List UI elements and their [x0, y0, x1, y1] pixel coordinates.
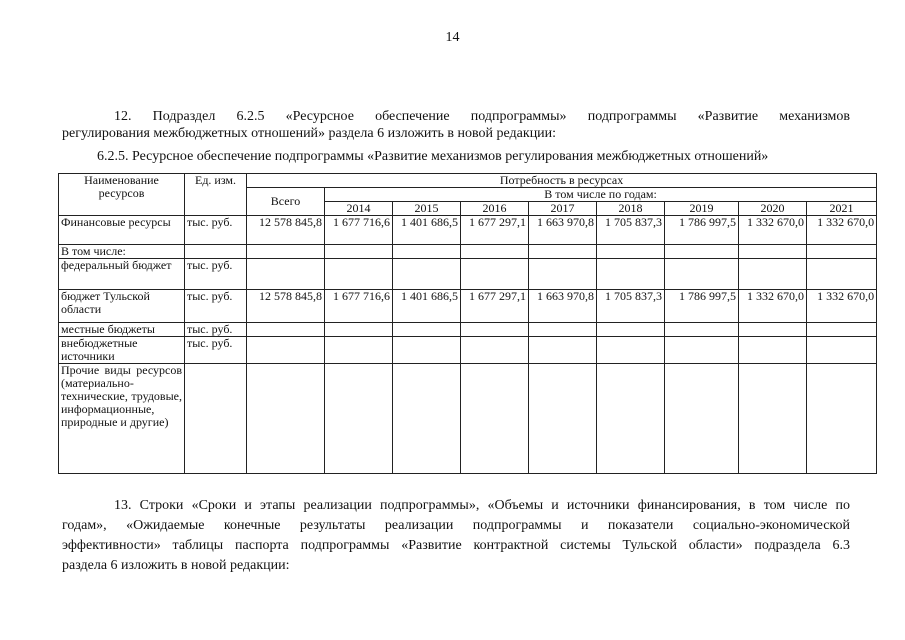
- year-value-cell: [325, 364, 393, 474]
- paragraph-13: [62, 496, 850, 576]
- total-cell: [247, 259, 325, 290]
- year-value-cell: [529, 364, 597, 474]
- total-cell: [247, 323, 325, 337]
- table-row: [59, 259, 877, 290]
- year-value-cell: [461, 323, 529, 337]
- unit-cell: тыс. руб.: [185, 259, 247, 290]
- year-value-cell: [807, 364, 877, 474]
- unit-cell: [185, 364, 247, 474]
- unit-cell: [185, 245, 247, 259]
- year-value-cell: 1 677 716,6: [325, 290, 393, 323]
- year-value-cell: 1 663 970,8: [529, 290, 597, 323]
- total-cell: [247, 245, 325, 259]
- header-year: 2019: [665, 202, 739, 216]
- header-by-years: В том числе по годам:: [325, 188, 877, 202]
- paragraph-12-line-1: 12. Подраздел 6.2.5 «Ресурсное обеспечение подпрограммы» подпрограммы «Развитие механизмов: [114, 109, 850, 124]
- paragraph-13-line-1: 13. Строки «Сроки и этапы реализации подпрограммы», «Объемы и источники финансирования, в том числе по: [114, 498, 850, 513]
- year-value-cell: [393, 337, 461, 364]
- year-value-cell: [739, 245, 807, 259]
- table-row: [59, 337, 877, 364]
- year-value-cell: [325, 337, 393, 364]
- table-row: [59, 290, 877, 323]
- year-value-cell: [529, 323, 597, 337]
- paragraph-12-line-2: регулирования межбюджетных отношений» раздела 6 изложить в новой редакции:: [62, 126, 557, 141]
- header-year: 2016: [461, 202, 529, 216]
- header-year: 2015: [393, 202, 461, 216]
- year-value-cell: [393, 259, 461, 290]
- paragraph-12: [62, 108, 850, 142]
- year-value-cell: 1 677 297,1: [461, 290, 529, 323]
- year-value-cell: [807, 245, 877, 259]
- paragraph-13-line-3: эффективности» таблицы паспорта подпрограммы «Развитие контрактной системы Тульской области» подраздела 6.3: [62, 538, 850, 553]
- header-total: Всего: [247, 188, 325, 216]
- year-value-cell: 1 401 686,5: [393, 216, 461, 245]
- unit-cell: тыс. руб.: [185, 337, 247, 364]
- unit-cell: тыс. руб.: [185, 290, 247, 323]
- year-value-cell: [739, 364, 807, 474]
- year-value-cell: [529, 337, 597, 364]
- total-cell: [247, 337, 325, 364]
- year-value-cell: [461, 337, 529, 364]
- year-value-cell: [529, 245, 597, 259]
- resource-name-cell: внебюджетные источники: [59, 337, 185, 364]
- resource-name-cell: Прочие виды ресурсов (материально-технические, трудовые, информационные, природные и другие): [59, 364, 185, 474]
- year-value-cell: [597, 259, 665, 290]
- year-value-cell: 1 332 670,0: [739, 216, 807, 245]
- year-value-cell: [393, 323, 461, 337]
- table-row: [59, 245, 877, 259]
- paragraph-13-line-2: годам», «Ожидаемые конечные результаты реализации подпрограммы и показатели социально-экономической: [62, 518, 850, 533]
- year-value-cell: [807, 323, 877, 337]
- header-resource-name: Наименование ресурсов: [59, 174, 185, 216]
- year-value-cell: [325, 259, 393, 290]
- year-value-cell: 1 332 670,0: [739, 290, 807, 323]
- year-value-cell: 1 705 837,3: [597, 290, 665, 323]
- year-value-cell: 1 401 686,5: [393, 290, 461, 323]
- resource-name-cell: Финансовые ресурсы: [59, 216, 185, 245]
- year-value-cell: 1 705 837,3: [597, 216, 665, 245]
- year-value-cell: [807, 259, 877, 290]
- year-value-cell: 1 786 997,5: [665, 216, 739, 245]
- resource-name-cell: местные бюджеты: [59, 323, 185, 337]
- year-value-cell: [393, 364, 461, 474]
- resource-name-cell: федеральный бюджет: [59, 259, 185, 290]
- year-value-cell: [739, 337, 807, 364]
- year-value-cell: [461, 245, 529, 259]
- unit-cell: тыс. руб.: [185, 323, 247, 337]
- year-value-cell: [325, 323, 393, 337]
- year-value-cell: [739, 323, 807, 337]
- table-row: [59, 216, 877, 245]
- year-value-cell: [597, 323, 665, 337]
- header-year: 2021: [807, 202, 877, 216]
- year-value-cell: [665, 245, 739, 259]
- unit-cell: тыс. руб.: [185, 216, 247, 245]
- year-value-cell: 1 786 997,5: [665, 290, 739, 323]
- year-value-cell: [461, 259, 529, 290]
- year-value-cell: 1 677 716,6: [325, 216, 393, 245]
- resource-name-cell: бюджет Тульской области: [59, 290, 185, 323]
- year-value-cell: 1 677 297,1: [461, 216, 529, 245]
- total-cell: 12 578 845,8: [247, 290, 325, 323]
- table-caption: 6.2.5. Ресурсное обеспечение подпрограммы «Развитие механизмов регулирования межбюджетных отношений»: [97, 149, 769, 164]
- resource-name-cell: В том числе:: [59, 245, 185, 259]
- year-value-cell: [461, 364, 529, 474]
- year-value-cell: [597, 245, 665, 259]
- header-year: 2018: [597, 202, 665, 216]
- header-year: 2017: [529, 202, 597, 216]
- year-value-cell: [807, 337, 877, 364]
- year-value-cell: [597, 337, 665, 364]
- total-cell: 12 578 845,8: [247, 216, 325, 245]
- year-value-cell: [529, 259, 597, 290]
- year-value-cell: [665, 323, 739, 337]
- header-year: 2020: [739, 202, 807, 216]
- year-value-cell: 1 663 970,8: [529, 216, 597, 245]
- year-value-cell: 1 332 670,0: [807, 290, 877, 323]
- year-value-cell: 1 332 670,0: [807, 216, 877, 245]
- paragraph-13-line-4: раздела 6 изложить в новой редакции:: [62, 558, 290, 573]
- year-value-cell: [325, 245, 393, 259]
- total-cell: [247, 364, 325, 474]
- year-value-cell: [393, 245, 461, 259]
- year-value-cell: [665, 337, 739, 364]
- year-value-cell: [597, 364, 665, 474]
- year-value-cell: [665, 259, 739, 290]
- table-row: [59, 364, 877, 474]
- table-row: [59, 323, 877, 337]
- year-value-cell: [739, 259, 807, 290]
- year-value-cell: [665, 364, 739, 474]
- header-need: Потребность в ресурсах: [247, 174, 877, 188]
- page-number: 14: [445, 30, 460, 45]
- header-year: 2014: [325, 202, 393, 216]
- resource-table: [58, 173, 877, 474]
- header-unit: Ед. изм.: [185, 174, 247, 216]
